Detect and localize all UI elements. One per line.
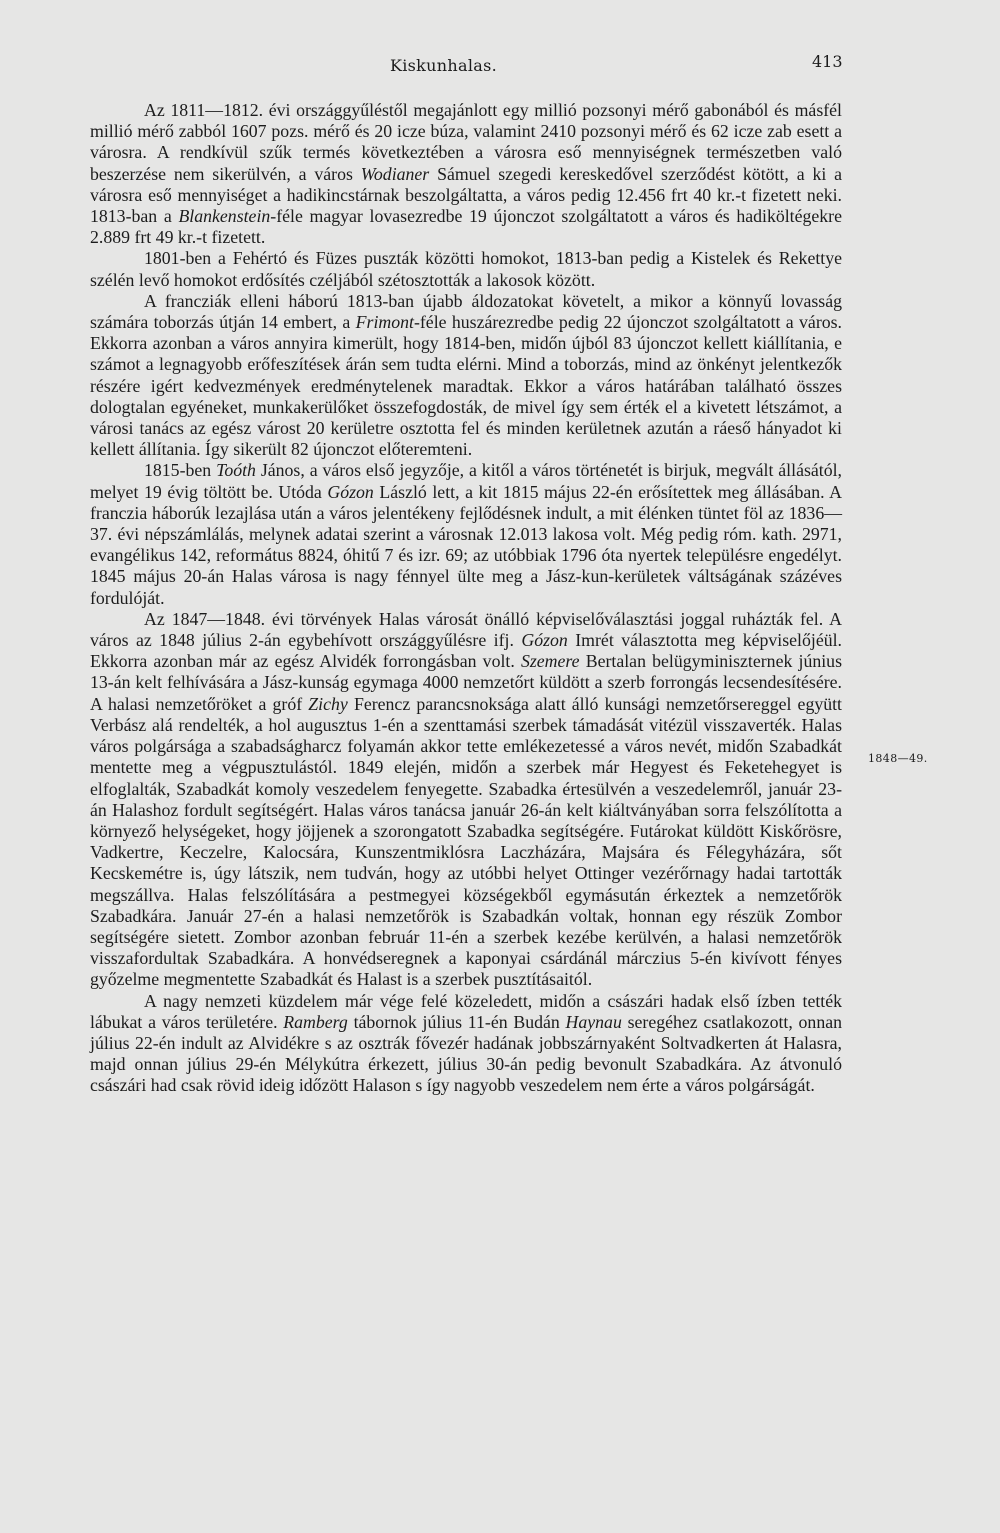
running-header: Kiskunhalas.: [390, 56, 497, 75]
paragraph: Az 1811—1812. évi országgyűléstől megajánlott egy millió pozsonyi mérő gabonából és másfél millió mérő zabból 1607 pozs. mérő és 20 icze búza, valamint 2410 pozsonyi mérő és 62 icze zab esett a városra. A rendkívül szűk termés következtében a városra eső mennyiségnek természetben való beszerzése nem sikerülvén, a város Wodianer Sámuel szegedi kereskedővel szerződést kötött, a ki a városra eső mennyiséget a hadikincstárnak beszolgáltatta, a város pedig 12.456 frt 40 kr.-t fizetett neki. 1813-ban a Blankenstein-féle magyar lovasezredbe 19 újonczot szolgáltatott a város és hadiköltégekre 2.889 frt 49 kr.-t fizetett.: [90, 100, 843, 248]
margin-note: 1848—49.: [868, 752, 928, 765]
paragraph: A francziák elleni háború 1813-ban újabb áldozatokat követelt, a mikor a könnyű lovasság számára toborzás útján 14 embert, a Frimont-féle huszárezredbe pedig 22 újonczot szolgáltatott a város. Ekkorra azonban a város annyira kimerült, hogy 1814-ben, midőn újból 83 újonczot kellett kiállítania, e számot a legnagyobb erőfeszítések árán sem tudta elérni. Mind a toborzás, mind az önkényt jelentkezők részére igért kedvezmények eredménytelenek maradtak. Ekkor a város határában található összes dologtalan egyéneket, munkakerülőket összefogdosták, de mivel így sem érték el a kivetett létszámot, a városi tanács az egész várost 20 kerületre osztotta fel és minden kerületnek azután a ráeső hányadot ki kellett állítania. Így sikerült 82 újonczot előteremteni.: [90, 290, 842, 460]
paragraph: Az 1847—1848. évi törvények Halas városát önálló képviselőválasztási joggal ruházták fel. A város az 1848 július 2-án egybehívott országgyűlésre ifj. Gózon Imrét választotta meg képviselőjéül. Ekkorra azonban már az egész Alvidék forrongásban volt. Szemere Bertalan belügyminiszternek június 13-án kelt felhívására a Jász-kunság egymaga 4000 nemzetőrt küldött a szerb forrongás lecsendesítésére. A halasi nemzetőröket a gróf Zichy Ferencz parancsnoksága alatt álló kunsági nemzetőrsereggel együtt Verbász alá rendelték, a hol augusztus 1-én a szenttamási szerbek támadását vitézül visszaverték. Halas város polgársága a szabadságharcz folyamán akkor tette emlékezetessé a város nevét, midőn Szabadkát mentette meg a végpusztulástól. 1849 elején, midőn a szerbek már Hegyest és Feketehegyet is elfoglalták, Szabadkát komoly veszedelem fenyegette. Szabadka értesülvén a veszedelemről, január 23-án Halashoz fordult segítségért. Halas város tanácsa január 26-án kelt kiáltványában sorra felszólította a környező helységeket, hogy jöjjenek a szorongatott Szabadka segítségére. Futárokat küldött Kiskőrösre, Vadkertre, Keczelre, Kalocsára, Kunszentmiklósra Laczházára, Majsára és Félegyházára, sőt Kecskemétre is, úgy látszik, nem tudván, hogy az utóbbi helyet Ottinger vezérőrnagy hadai tartották megszállva. Halas felszólítására a pestmegyei községekből egymásután érkeztek a nemzetőrök Szabadkára. Január 27-én a halasi nemzetőrök is Szabadkán voltak, honnan egy részük Zombor segítségére sietett. Zombor azonban február 11-én a szerbek kezébe kerülvén, a halasi nemzetőrök visszafordultak Szabadkára. A honvédseregnek a kaponyai csárdánál márczius 5-én kivívott fényes győzelme megmentette Szabadkát és Halast is a szerbek pusztításaitól.: [90, 608, 843, 990]
paragraph: 1801-ben a Fehértó és Füzes puszták közötti homokot, 1813-ban pedig a Kistelek és Rekettye szélén levő homokot erdősítés czéljából szétosztották a lakosok között.: [90, 248, 842, 290]
paragraph: A nagy nemzeti küzdelem már vége felé közeledett, midőn a császári hadak első ízben tették lábukat a város területére. Ramberg tábornok július 11-én Budán Haynau seregéhez csatlakozott, onnan július 22-én indult az Alvidékre s az osztrák fővezér hadának jobbszárnyaként Soltvadkerten át Halasra, majd onnan július 29-én Mélykútra érkezett, július 30-án pedig bevonult Szabadkára. Az átvonuló császári had csak rövid ideig időzött Halason s így nagyobb veszedelem nem érte a város polgárságát.: [90, 990, 842, 1096]
paragraph: 1815-ben Toóth János, a város első jegyzője, a kitől a város történetét is birjuk, megvált állásától, melyet 19 évig töltött be. Utóda Gózon László lett, a kit 1815 május 22-én erősítettek meg állásában. A franczia háborúk lezajlása után a város jelentékeny fejlődésnek indult, a mit élénken tüntet föl az 1836—37. évi népszámlálás, melynek adatai szerint a városnak 12.013 lakosa volt. Még pedig róm. kath. 2971, evangélikus 142, református 8824, óhitű 7 és izr. 69; az utóbbiak 1796 óta nyertek településre engedélyt. 1845 május 20-án Halas városa is nagy fénnyel ülte meg a Jász-kun-kerületek váltságának százéves fordulóját.: [90, 460, 842, 608]
body-text: [90, 100, 842, 1097]
page-number: 413: [812, 52, 843, 71]
